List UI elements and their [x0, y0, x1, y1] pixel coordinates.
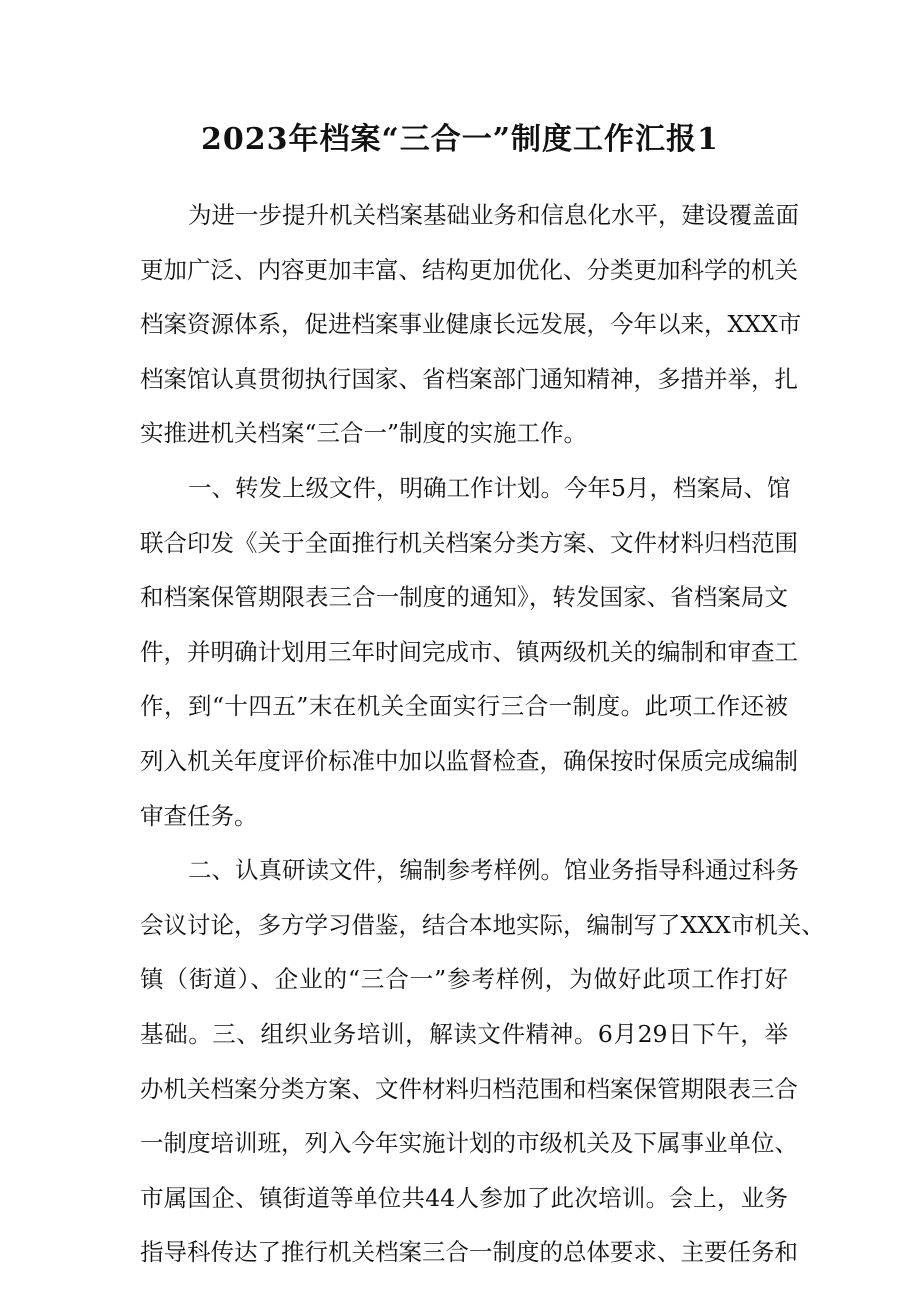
text-line: 二、认真研读文件，编制参考样例。馆业务指导科通过科务: [188, 856, 799, 885]
text-line: 市属国企、镇街道等单位共44人参加了此次培训。会上，业务: [140, 1183, 788, 1212]
document-title: 2023年档案“三合一”制度工作汇报1: [201, 122, 719, 157]
text-line: 指导科传达了推行机关档案三合一制度的总体要求、主要任务和: [140, 1238, 798, 1267]
text-line: 一、转发上级文件，明确工作计划。今年5月，档案局、馆: [188, 473, 791, 502]
text-line: 联合印发《关于全面推行机关档案分类方案、文件材料归档范围: [140, 528, 798, 557]
text-line: 实推进机关档案“三合一”制度的实施工作。: [140, 419, 588, 448]
text-line: 会议讨论，多方学习借鉴，结合本地实际，编制写了XXX市机关、: [140, 910, 825, 939]
text-line: 镇（街道）、企业的“三合一”参考样例，为做好此项工作打好: [140, 965, 788, 994]
text-line: 基础。三、组织业务培训，解读文件精神。6月29日下午，举: [140, 1019, 788, 1048]
text-line: 更加广泛、内容更加丰富、结构更加优化、分类更加科学的机关: [140, 255, 798, 284]
document-body: [140, 193, 825, 1285]
text-line: 一制度培训班，列入今年实施计划的市级机关及下属事业单位、: [140, 1129, 798, 1158]
paragraph-section-1: [140, 466, 798, 848]
text-line: 列入机关年度评价标准中加以监督检查，确保按时保质完成编制: [140, 746, 798, 775]
text-line: 档案馆认真贯彻执行国家、省档案部门通知精神，多措并举，扎: [140, 364, 798, 393]
text-line: 审查任务。: [140, 801, 258, 830]
text-line: 和档案保管期限表三合一制度的通知》，转发国家、省档案局文: [140, 583, 788, 612]
text-line: 作，到“十四五”末在机关全面实行三合一制度。此项工作还被: [140, 692, 788, 721]
text-line: 件，并明确计划用三年时间完成市、镇两级机关的编制和审查工: [140, 637, 798, 666]
paragraph-section-2: [140, 848, 825, 1285]
paragraph-intro: [140, 193, 802, 466]
text-line: 档案资源体系，促进档案事业健康长远发展，今年以来，XXX市: [140, 310, 802, 339]
text-line: 办机关档案分类方案、文件材料归档范围和档案保管期限表三合: [140, 1074, 798, 1103]
text-line: 为进一步提升机关档案基础业务和信息化水平，建设覆盖面: [188, 201, 799, 229]
